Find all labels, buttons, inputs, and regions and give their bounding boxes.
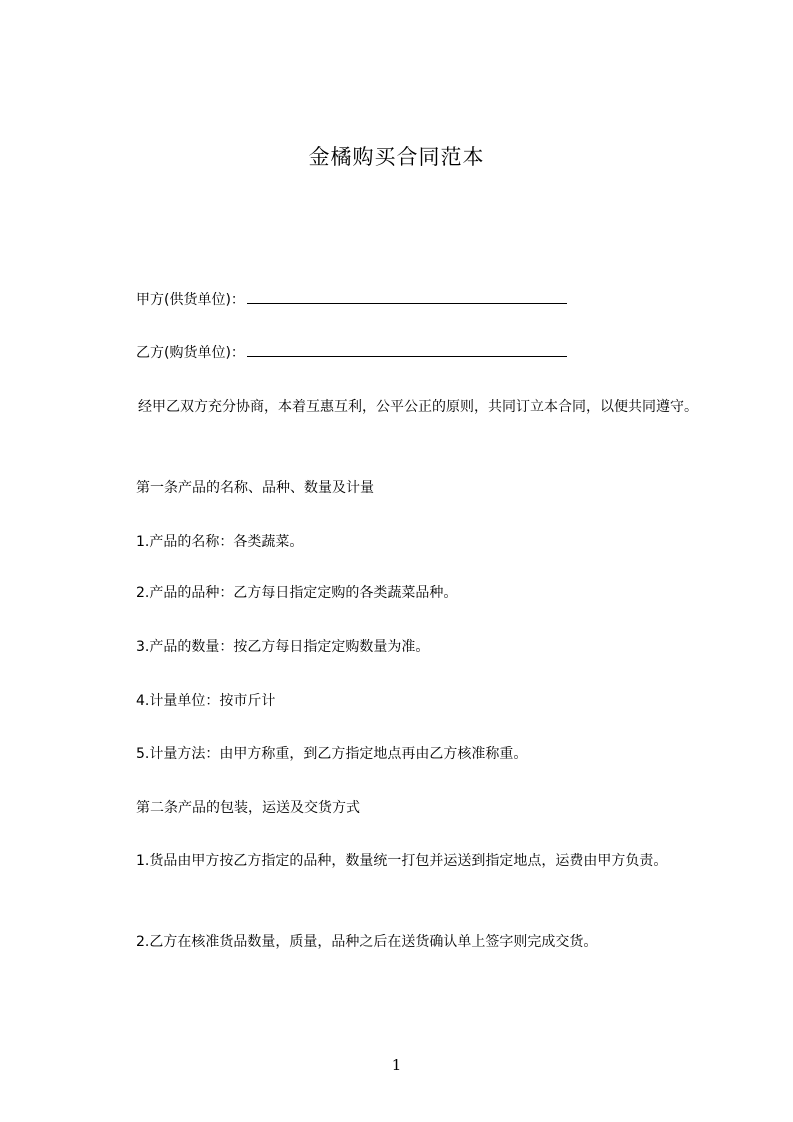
article2-item: 2.乙方在核准货品数量，质量，品种之后在送货确认单上签字则完成交货。 <box>136 934 598 950</box>
document-title: 金橘购买合同范本 <box>308 145 485 169</box>
party-b-label: 乙方(购货单位)： <box>136 345 245 361</box>
article2-item: 1.货品由甲方按乙方指定的品种，数量统一打包并运送到指定地点，运费由甲方负责。 <box>136 853 668 869</box>
party-a-line <box>136 287 736 314</box>
party-b-blank <box>247 342 567 357</box>
party-a-label: 甲方(供货单位)： <box>136 292 245 308</box>
party-b-line <box>136 340 736 367</box>
intro-paragraph: 经甲乙双方充分协商，本着互惠互利，公平公正的原则，共同订立本合同，以便共同遵守。 <box>138 399 698 415</box>
article1-heading: 第一条产品的名称、品种、数量及计量 <box>136 480 374 496</box>
page-number: 1 <box>391 1056 402 1074</box>
article1-item: 2.产品的品种：乙方每日指定定购的各类蔬菜品种。 <box>136 585 458 601</box>
article1-item: 1.产品的名称：各类蔬菜。 <box>136 534 304 550</box>
article1-item: 4.计量单位：按市斤计 <box>136 693 276 709</box>
party-a-blank <box>247 289 567 304</box>
article1-item: 5.计量方法：由甲方称重，到乙方指定地点再由乙方核准称重。 <box>136 746 528 762</box>
article1-item: 3.产品的数量：按乙方每日指定定购数量为准。 <box>136 639 430 655</box>
article2-heading: 第二条产品的包装，运送及交货方式 <box>136 800 360 816</box>
